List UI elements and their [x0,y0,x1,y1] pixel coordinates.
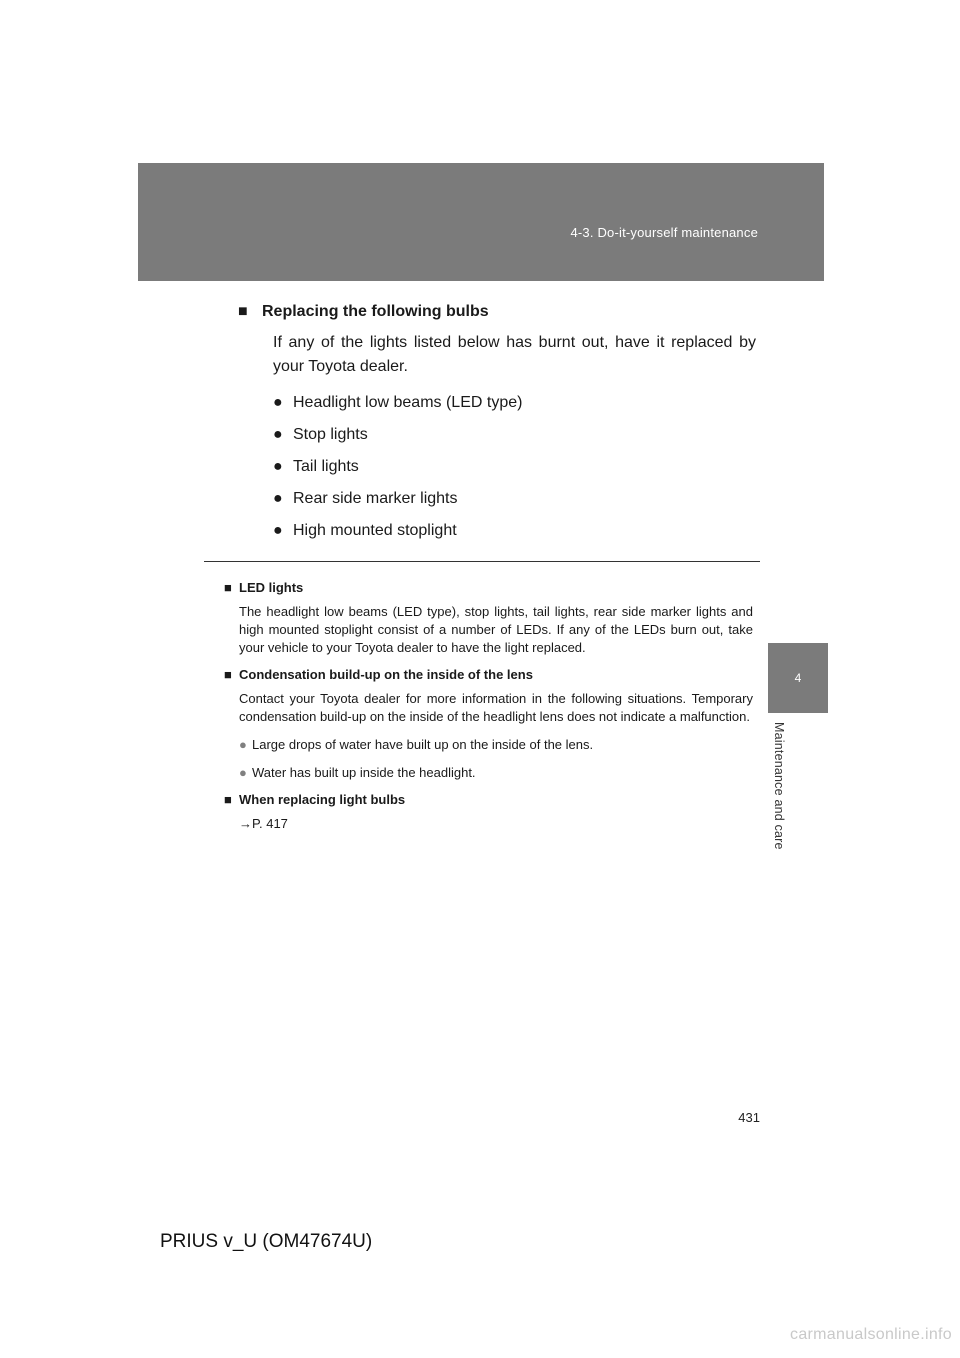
circle-bullet-icon: ● [273,458,283,475]
list-item: ● Water has built up inside the headlight. [239,765,476,780]
note-text-led: The headlight low beams (LED type), stop lights, tail lights, rear side marker lights and high mounted stoplight consist of a number of LEDs. If any of the LEDs burn out, take your vehicle to your Toyota dealer to have the light replaced. [239,604,753,655]
circle-bullet-icon: ● [239,765,247,780]
list-item: ● Rear side marker lights [273,490,458,507]
note-text-condensation: Contact your Toyota dealer for more information in the following situations. Temporary condensation build-up on the inside of the headlight lens does not indicate a malfunction. [239,691,753,724]
main-heading-text: Replacing the following bulbs [262,303,489,320]
list-item: ● Large drops of water have built up on the inside of the lens. [239,737,594,752]
bulb-list [273,393,756,541]
circle-bullet-icon: ● [273,522,283,539]
header-band [138,163,824,281]
circle-bullet-icon: ● [273,490,283,507]
section-label: 4-3. Do-it-yourself maintenance [570,225,758,240]
main-content [238,303,756,553]
watermark: carmanualsonline.info [790,1326,952,1343]
list-item: ● Stop lights [273,426,368,443]
chapter-label: Maintenance and care [772,722,786,850]
circle-bullet-icon: ● [273,394,283,411]
note-heading-led: ■ LED lights [224,580,304,595]
main-paragraph: If any of the lights listed below has burnt out, have it replaced by your Toyota dealer. [273,334,756,375]
square-bullet-icon: ■ [224,580,232,595]
condensation-list [239,736,753,782]
circle-bullet-icon: ● [273,426,283,443]
note-heading-condensation: ■ Condensation build-up on the inside of the lens [224,667,533,682]
square-bullet-icon: ■ [224,667,232,682]
section-divider [204,561,760,562]
footer-model: PRIUS v_U (OM47674U) [160,1231,373,1252]
list-item: ● Headlight low beams (LED type) [273,394,523,411]
note-heading-replacing: ■ When replacing light bulbs [224,792,406,807]
circle-bullet-icon: ● [239,737,247,752]
list-item: ● Tail lights [273,458,359,475]
chapter-number: 4 [794,671,802,685]
square-bullet-icon: ■ [238,303,248,320]
notes-section [224,580,753,843]
main-heading [238,303,756,321]
page-number: 431 [738,1110,760,1125]
square-bullet-icon: ■ [224,792,232,807]
chapter-tab[interactable] [768,643,828,713]
list-item: ● High mounted stoplight [273,522,457,539]
page-reference-link[interactable]: →P. 417 [239,816,288,831]
